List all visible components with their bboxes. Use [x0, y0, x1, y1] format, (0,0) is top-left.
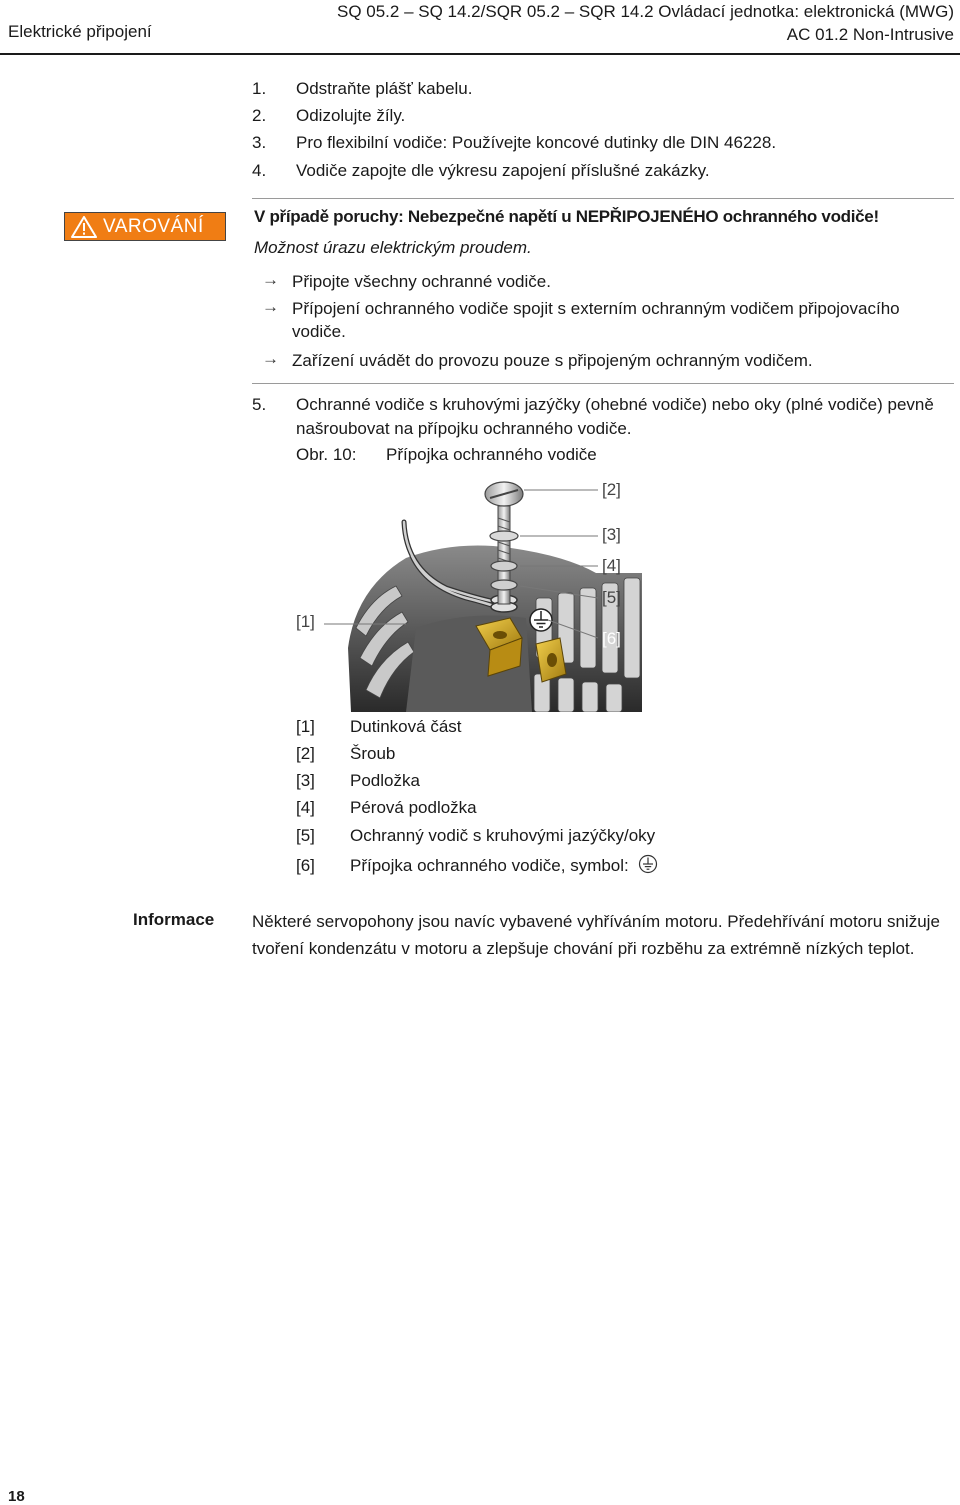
step-text: Pro flexibilní vodiče: Používejte koncové dutinky dle DIN 46228. — [296, 133, 777, 152]
legend-text: Pérová podložka — [350, 798, 477, 817]
legend-key: [2] — [296, 744, 315, 763]
figure-illustration — [296, 478, 646, 712]
legend-text: Podložka — [350, 771, 420, 790]
header-document-title — [337, 0, 954, 46]
protective-conductor-connection-drawing — [296, 478, 646, 712]
figure-callout: [4] — [602, 556, 621, 575]
step-text: Ochranné vodiče s kruhovými jazýčky (ohebné vodiče) nebo oky (plné vodiče) pevně našroubovat na přípojku ochranného vodiče. — [296, 395, 934, 438]
step-number: 2. — [252, 106, 267, 125]
earth-ground-icon — [638, 854, 658, 874]
warning-bottom-rule — [252, 383, 954, 384]
legend-key: [3] — [296, 771, 315, 790]
step-text: Vodiče zapojte dle výkresu zapojení příslušné zakázky. — [296, 161, 710, 180]
warning-action-item — [262, 270, 960, 293]
warning-action-text: Zařízení uvádět do provozu pouze s připojeným ochranným vodičem. — [292, 351, 813, 370]
warning-badge-label: VAROVÁNÍ — [103, 215, 204, 237]
step-item — [252, 133, 776, 153]
figure-callout: [5] — [602, 588, 621, 607]
info-text: Některé servopohony jsou navíc vybavené vyhříváním motoru. Předehřívání motoru snižuje tvoření kondenzátu v motoru a zlepšuje chování při rozběhu za extrémně nízkých teplot. — [252, 912, 940, 958]
legend-item — [296, 854, 658, 876]
legend-key: [5] — [296, 826, 315, 845]
legend-text: Šroub — [350, 744, 396, 763]
warning-action-item — [262, 297, 960, 343]
legend-item — [296, 771, 420, 791]
legend-text: Přípojka ochranného vodiče, symbol: — [350, 856, 629, 875]
legend-item — [296, 717, 462, 737]
figure-caption-text: Přípojka ochranného vodiče — [386, 445, 597, 464]
arrow-icon: → — [262, 349, 279, 368]
legend-key: [1] — [296, 717, 315, 736]
warning-top-rule — [252, 198, 954, 199]
header-section-title: Elektrické připojení — [8, 22, 152, 41]
legend-text: Dutinková část — [350, 717, 462, 736]
figure-caption — [296, 445, 597, 465]
legend-item — [296, 798, 477, 818]
step-number: 1. — [252, 79, 267, 98]
step-text: Odstraňte plášť kabelu. — [296, 79, 473, 98]
header-title-line-1: SQ 05.2 – SQ 14.2/SQR 05.2 – SQR 14.2 Ovládací jednotka: elektronická (MWG) — [336, 2, 954, 21]
legend-item — [296, 744, 395, 764]
step-number: 4. — [252, 161, 267, 180]
legend-text: Ochranný vodič s kruhovými jazýčky/oky — [350, 826, 656, 845]
page-number: 18 — [8, 1488, 25, 1505]
legend-key: [6] — [296, 856, 315, 875]
step-number: 3. — [252, 133, 267, 152]
step-text: Odizolujte žíly. — [296, 106, 406, 125]
figure-callout: [1] — [296, 612, 315, 631]
figure-label: Obr. 10: — [296, 445, 357, 464]
header-rule — [0, 53, 960, 55]
arrow-icon: → — [262, 297, 279, 316]
step-item — [252, 393, 958, 441]
legend-item — [296, 826, 655, 846]
info-label: Informace — [133, 910, 215, 929]
figure-callout: [3] — [602, 525, 621, 544]
warning-action-text: Připojte všechny ochranné vodiče. — [292, 272, 551, 291]
warning-badge — [64, 212, 226, 241]
warning-triangle-icon — [71, 216, 97, 238]
warning-subtitle: Možnost úrazu elektrickým proudem. — [254, 238, 532, 257]
step-item — [252, 79, 472, 99]
step-item — [252, 161, 710, 181]
warning-title: V případě poruchy: Nebezpečné napětí u NEPŘIPOJENÉHO ochranného vodiče! — [254, 207, 879, 226]
figure-callout: [2] — [602, 480, 621, 499]
figure-callout: [6] — [602, 629, 621, 648]
legend-key: [4] — [296, 798, 315, 817]
step-number: 5. — [252, 395, 267, 414]
step-item — [252, 106, 405, 126]
arrow-icon: → — [262, 270, 279, 289]
warning-action-item — [262, 349, 960, 372]
header-title-line-2: AC 01.2 Non-Intrusive — [786, 25, 954, 44]
warning-action-text: Přípojení ochranného vodiče spojit s externím ochranným vodičem připojovacího vodiče. — [292, 299, 900, 341]
